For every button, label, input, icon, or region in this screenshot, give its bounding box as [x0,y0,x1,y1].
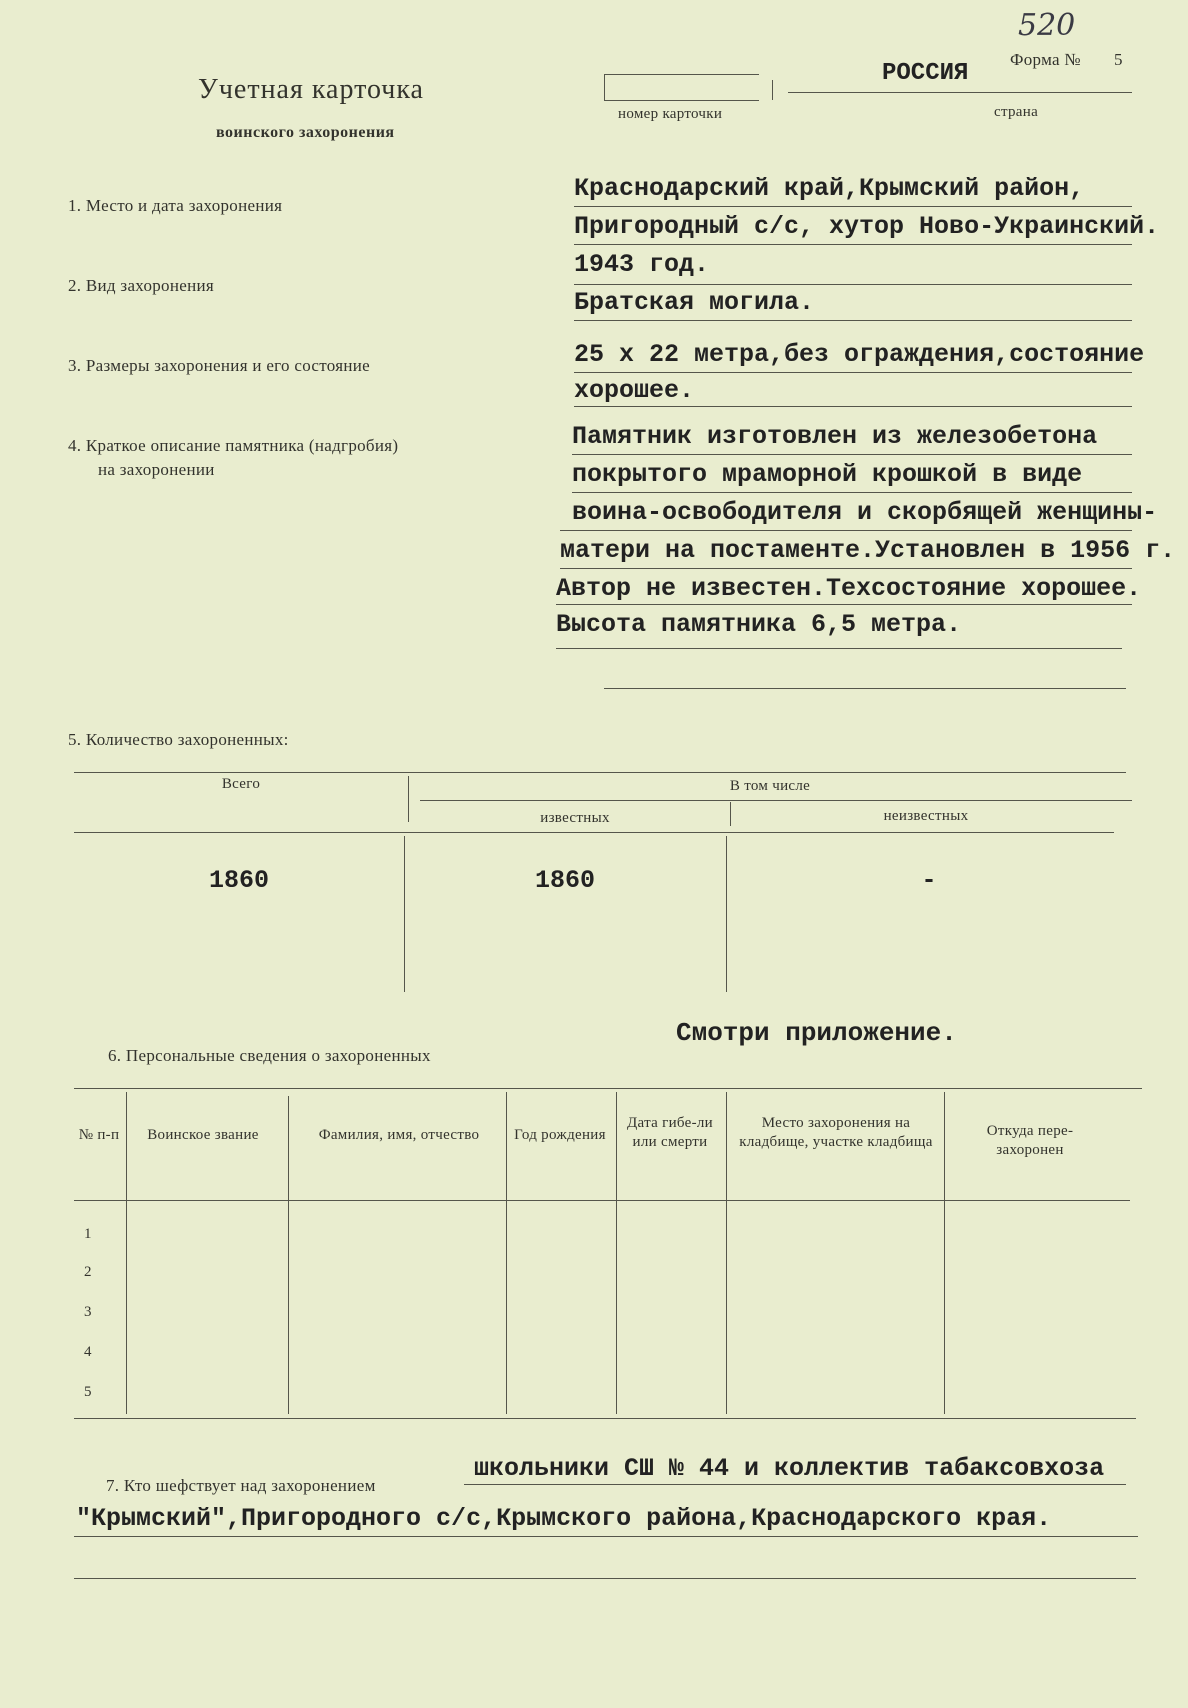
count-section-label: 5. Количество захороненных: [68,730,289,749]
personal-col-div-3 [506,1092,507,1414]
personal-table-header-bottom [74,1200,1130,1201]
field-4-line-5: Автор не известен.Техсостояние хорошее. [556,574,1142,603]
field-4-line-3: воина-освободителя и скорбящей женщины- [572,498,1158,527]
personal-col-reburied-from: Откуда пере-захоронен [986,1123,1074,1158]
field-4-underline-2 [572,492,1132,493]
row-number-4: 4 [84,1344,92,1360]
caretaker-underline-1 [464,1484,1126,1485]
field-4-underline-5 [556,604,1132,605]
field-2-line-1: Братская могила. [574,288,815,317]
field-2-underline [574,320,1132,321]
country-caption: страна [994,104,1039,120]
count-col-total: Всего [221,776,261,792]
personal-table-bottom [74,1418,1136,1419]
caretaker-underline-2 [74,1536,1138,1537]
caretaker-line-2: "Крымский",Пригородного с/с,Крымского района,Краснодарского края. [76,1504,1052,1533]
field-4-underline-7 [604,688,1126,689]
card-number-top-line [604,74,759,75]
field-1-line-1: Краснодарский край,Крымский район, [574,174,1085,203]
count-col-including: В том числе [729,778,811,794]
field-1-line-2: Пригородный с/с, хутор Ново-Украинский. [574,212,1160,241]
count-table-top [74,772,1126,773]
card-number-line [604,100,759,101]
count-subcol-divider [730,802,731,826]
field-3-line-1: 25 х 22 метра,без ограждения,состояние [574,340,1145,369]
field-4-line-6: Высота памятника 6,5 метра. [556,610,962,639]
caretaker-label: 7. Кто шефствует над захоронением [106,1476,376,1495]
field-2-label: 2. Вид захоронения [68,276,215,295]
field-3-label: 3. Размеры захоронения и его состояние [68,356,371,375]
count-header-bottom [74,832,1114,833]
row-number-3: 3 [84,1304,92,1320]
card-number-bracket-right [772,80,773,100]
personal-col-birth-year: Год рождения [514,1127,606,1143]
field-1-label: 1. Место и дата захоронения [68,196,283,215]
row-number-1: 1 [84,1226,92,1242]
field-1-underline-2 [574,244,1132,245]
field-1-line-3: 1943 год. [574,250,710,279]
personal-col-number: № п-п [78,1127,120,1143]
field-4-label-cont: на захоронении [98,460,215,479]
count-known-value: 1860 [534,866,595,895]
field-4-underline-1 [572,454,1132,455]
personal-col-name: Фамилия, имя, отчество [318,1127,480,1143]
field-3-underline-1 [574,372,1132,373]
count-total-value: 1860 [208,866,269,895]
personal-col-burial-place: Место захоронения на кладбище, участке кладбища [739,1115,933,1150]
row-number-5: 5 [84,1384,92,1400]
field-4-underline-3 [560,530,1132,531]
field-1-underline-1 [574,206,1132,207]
field-4-underline-6 [556,648,1122,649]
caretaker-underline-3 [74,1578,1136,1579]
field-3-line-2: хорошее. [574,376,695,405]
personal-section-label: 6. Персональные сведения о захороненных [108,1046,431,1065]
personal-col-div-5 [726,1092,727,1414]
count-col-divider-body [404,836,405,992]
count-unknown-value: - [921,866,937,895]
personal-col-death-date: Дата гибе-ли или смерти [626,1115,714,1150]
card-number-caption: номер карточки [618,106,723,122]
card-title: Учетная карточка [198,74,424,105]
personal-note: Смотри приложение. [676,1018,957,1048]
count-col-divider-top [408,776,409,822]
personal-col-div-4 [616,1092,617,1414]
form-number: 5 [1114,50,1123,69]
count-col-divider-body-2 [726,836,727,992]
count-col-known: известных [540,810,610,826]
personal-col-div-1 [126,1092,127,1414]
count-subheader-line [420,800,1132,801]
personal-col-div-6 [944,1092,945,1414]
field-4-line-4: матери на постаменте.Установлен в 1956 г. [560,536,1176,565]
field-1-underline-3 [574,284,1132,285]
field-3-underline-2 [574,406,1132,407]
personal-col-rank: Воинское звание [147,1127,259,1143]
archive-number: 520 [1018,8,1076,43]
card-subtitle: воинского захоронения [216,124,395,141]
field-4-label: 4. Краткое описание памятника (надгробия) [68,436,399,455]
field-4-line-2: покрытого мраморной крошкой в виде [572,460,1083,489]
caretaker-line-1: школьники СШ № 44 и коллектив табаксовхоза [474,1454,1105,1483]
field-4-underline-4 [560,568,1132,569]
country-value: РОССИЯ [882,60,969,87]
field-4-line-1: Памятник изготовлен из железобетона [572,422,1098,451]
form-label: Форма № [1010,50,1081,69]
row-number-2: 2 [84,1264,92,1280]
personal-table-top [74,1088,1142,1089]
count-col-unknown: неизвестных [883,808,969,824]
country-line [788,92,1132,93]
personal-col-div-2 [288,1096,289,1414]
card-number-bracket-left [604,74,605,100]
